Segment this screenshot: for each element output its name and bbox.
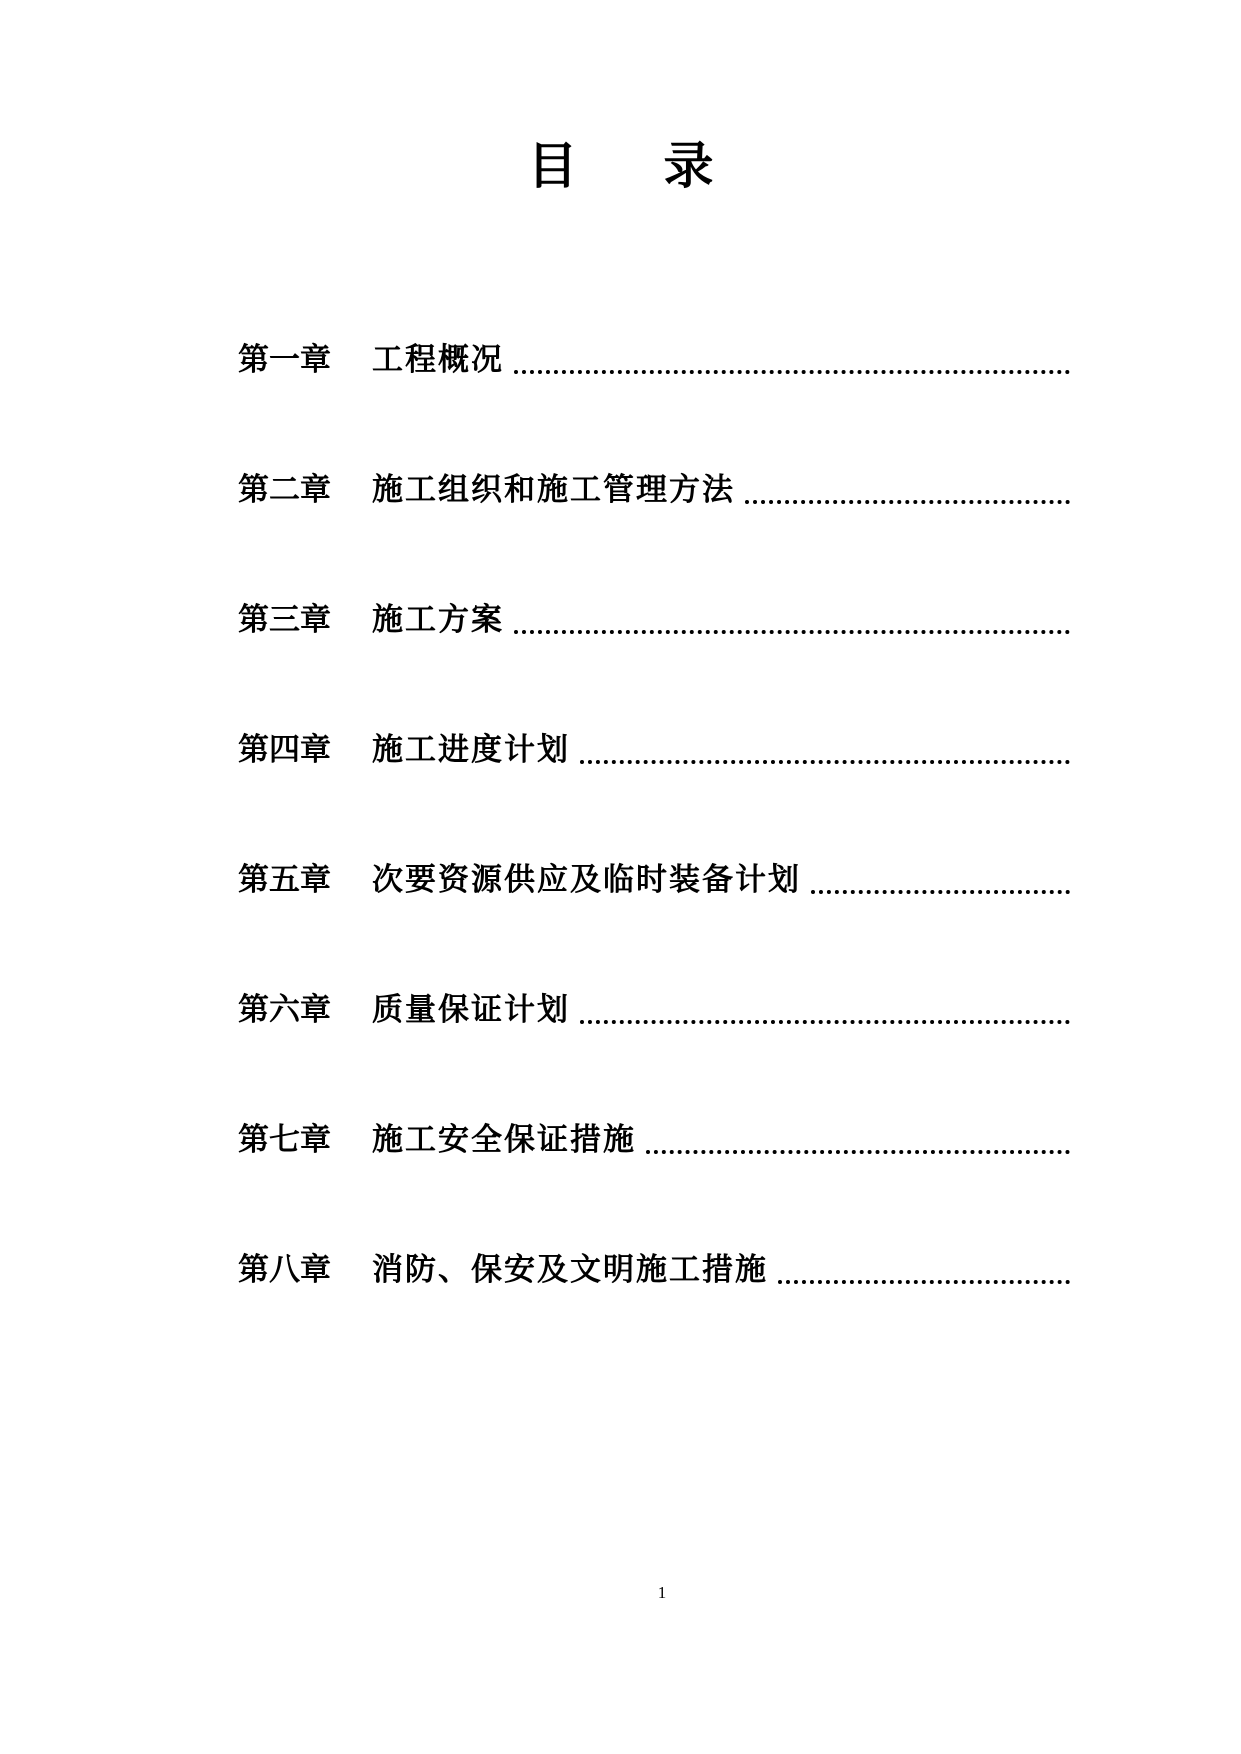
toc-entry-8[interactable] <box>238 1230 1070 1290</box>
chapter-title: 施工方案 <box>372 602 504 638</box>
chapter-title: 施工进度计划 <box>372 732 570 768</box>
chapter-title: 工程概况 <box>372 342 504 378</box>
chapter-number: 第四章 <box>238 732 331 768</box>
chapter-title: 次要资源供应及临时装备计划 <box>372 862 801 898</box>
chapter-title: 消防、保安及文明施工措施 <box>372 1252 768 1288</box>
toc-list <box>238 320 1070 1360</box>
toc-title <box>0 136 1241 196</box>
toc-entry-4[interactable] <box>238 710 1070 770</box>
chapter-number: 第八章 <box>238 1252 331 1288</box>
chapter-number: 第六章 <box>238 992 331 1028</box>
chapter-number: 第一章 <box>238 342 331 378</box>
dot-leader <box>778 1280 1070 1284</box>
toc-title-char-2: 录 <box>663 136 714 195</box>
toc-entry-3[interactable] <box>238 580 1070 640</box>
dot-leader <box>514 630 1070 634</box>
dot-leader <box>745 500 1070 504</box>
toc-title-char-1: 目 <box>527 136 578 195</box>
toc-entry-7[interactable] <box>238 1100 1070 1160</box>
dot-leader <box>580 1020 1070 1024</box>
dot-leader <box>646 1150 1070 1154</box>
chapter-title: 质量保证计划 <box>372 992 570 1028</box>
dot-leader <box>811 890 1070 894</box>
chapter-title: 施工组织和施工管理方法 <box>372 472 735 508</box>
chapter-number: 第二章 <box>238 472 331 508</box>
chapter-number: 第三章 <box>238 602 331 638</box>
toc-entry-6[interactable] <box>238 970 1070 1030</box>
toc-entry-2[interactable] <box>238 450 1070 510</box>
chapter-number: 第七章 <box>238 1122 331 1158</box>
toc-entry-1[interactable] <box>238 320 1070 380</box>
page-number: 1 <box>657 1583 667 1602</box>
dot-leader <box>514 370 1070 374</box>
toc-entry-5[interactable] <box>238 840 1070 900</box>
chapter-number: 第五章 <box>238 862 331 898</box>
dot-leader <box>580 760 1070 764</box>
chapter-title: 施工安全保证措施 <box>372 1122 636 1158</box>
